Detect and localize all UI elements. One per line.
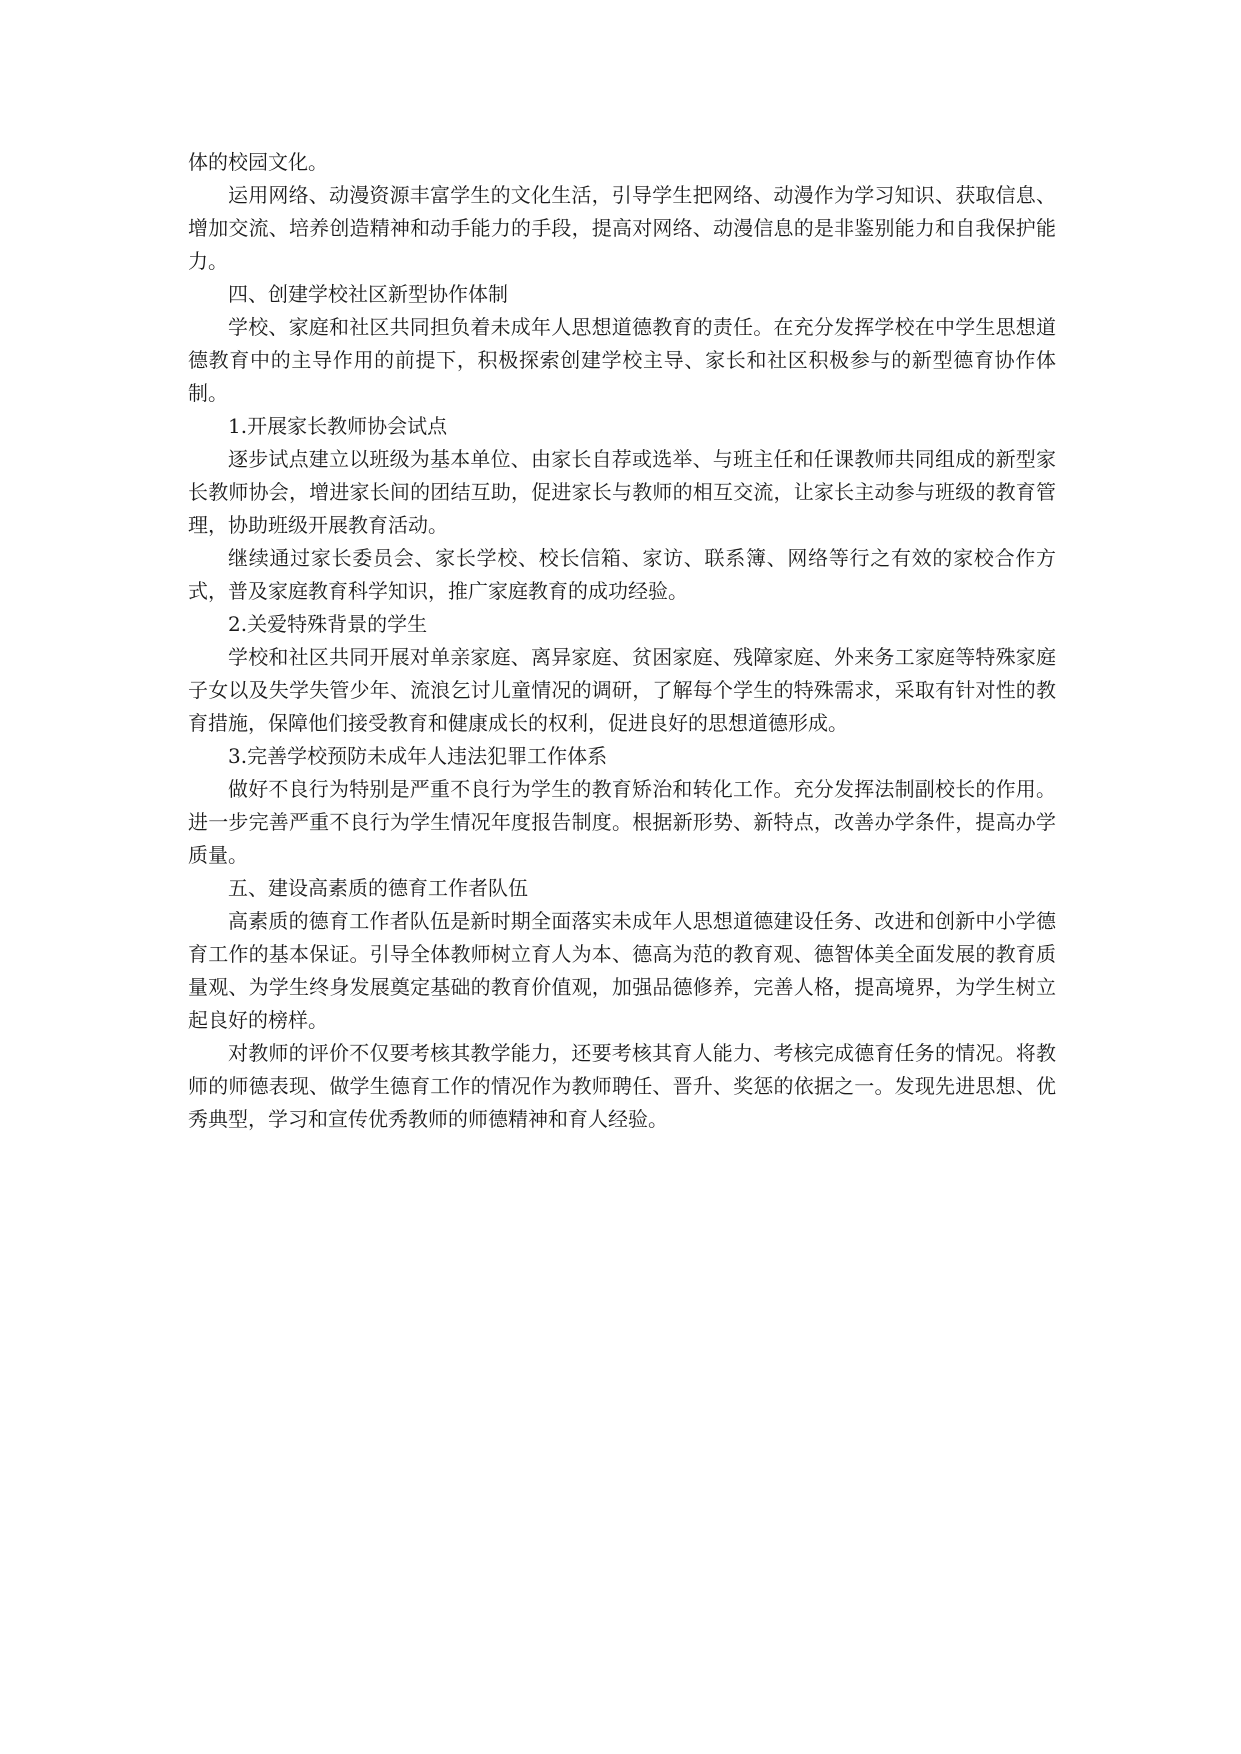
paragraph-special-background-students: 学校和社区共同开展对单亲家庭、离异家庭、贫困家庭、残障家庭、外来务工家庭等特殊家庭子女以及失学失管少年、流浪乞讨儿童情况的调研，了解每个学生的特殊需求，采取有针对性的教育措施，保障他们接受教育和健康成长的权利，促进良好的思想道德形成。 [188, 645, 1056, 735]
paragraph-network-media: 运用网络、动漫资源丰富学生的文化生活，引导学生把网络、动漫作为学习知识、获取信息、增加交流、培养创造精神和动手能力的手段，提高对网络、动漫信息的是非鉴别能力和自我保护能力。 [188, 183, 1056, 273]
subheading-special-background-students: 2.关爱特殊背景的学生 [228, 612, 428, 636]
subheading-crime-prevention: 3.完善学校预防未成年人违法犯罪工作体系 [228, 744, 608, 768]
paragraph-moral-educators: 高素质的德育工作者队伍是新时期全面落实未成年人思想道德建设任务、改进和创新中小学德育工作的基本保证。引导全体教师树立育人为本、德高为范的教育观、德智体美全面发展的教育质量观、为学生终身发展奠定基础的教育价值观，加强品德修养，完善人格，提高境界，为学生树立起良好的榜样。 [188, 909, 1056, 1032]
paragraph-continuation: 体的校园文化。 [188, 150, 328, 174]
paragraph-crime-prevention: 做好不良行为特别是严重不良行为学生的教育矫治和转化工作。充分发挥法制副校长的作用。进一步完善严重不良行为学生情况年度报告制度。根据新形势、新特点，改善办学条件，提高办学质量。 [188, 777, 1056, 867]
subheading-parent-teacher-association: 1.开展家长教师协会试点 [228, 414, 448, 438]
paragraph-parent-teacher-association: 逐步试点建立以班级为基本单位、由家长自荐或选举、与班主任和任课教师共同组成的新型家长教师协会，增进家长间的团结互助，促进家长与教师的相互交流，让家长主动参与班级的教育管理，协助班级开展教育活动。 [188, 447, 1056, 537]
paragraph-school-family-community: 学校、家庭和社区共同担负着未成年人思想道德教育的责任。在充分发挥学校在中学生思想道德教育中的主导作用的前提下，积极探索创建学校主导、家长和社区积极参与的新型德育协作体制。 [188, 315, 1056, 405]
paragraph-home-school-cooperation: 继续通过家长委员会、家长学校、校长信箱、家访、联系簿、网络等行之有效的家校合作方式，普及家庭教育科学知识，推广家庭教育的成功经验。 [188, 546, 1056, 603]
section-heading-four: 四、创建学校社区新型协作体制 [228, 282, 508, 306]
paragraph-teacher-evaluation: 对教师的评价不仅要考核其教学能力，还要考核其育人能力、考核完成德育任务的情况。将教师的师德表现、做学生德育工作的情况作为教师聘任、晋升、奖惩的依据之一。发现先进思想、优秀典型，学习和宣传优秀教师的师德精神和育人经验。 [188, 1041, 1056, 1131]
section-heading-five: 五、建设高素质的德育工作者队伍 [228, 876, 528, 900]
document-body [188, 146, 1056, 1136]
